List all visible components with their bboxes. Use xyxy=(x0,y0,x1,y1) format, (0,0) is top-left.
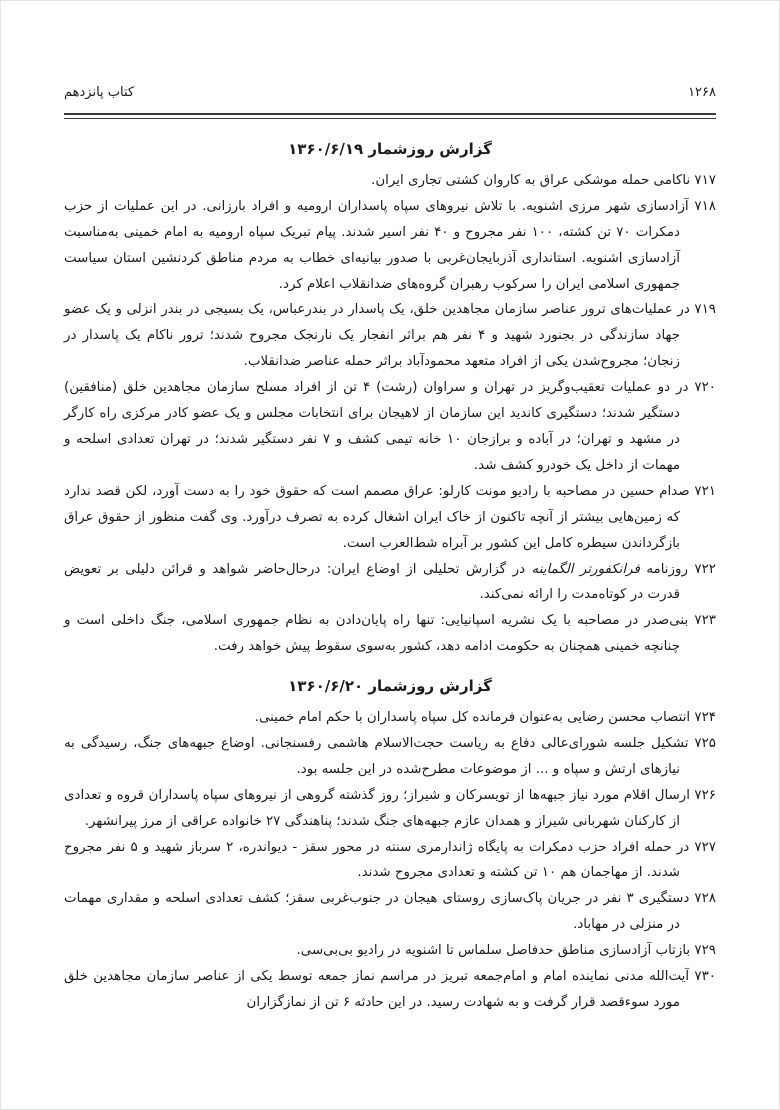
document-body xyxy=(64,135,716,1016)
report-section-1 xyxy=(64,674,716,1016)
entry-۷۳۰ xyxy=(64,964,716,1016)
entry-text-part: روزنامه xyxy=(639,561,688,577)
entry-۷۲۹ xyxy=(64,938,716,964)
entry-number: ۷۳۰ xyxy=(694,969,716,985)
book-title: کتاب پانزدهم xyxy=(64,85,135,100)
entry-number: ۷۱۸ xyxy=(694,198,716,214)
entry-number: ۷۲۵ xyxy=(694,735,716,751)
entry-text: تشکیل جلسه شورای‌عالی دفاع به ریاست حجت‌الاسلام هاشمی رفسنجانی. اوضاع جبهه‌های جنگ، رسیدگی به نیازهای ارتش و سپاه و ... از موضوعات مطرح‌شده در این جلسه بود. xyxy=(64,735,689,777)
entry-۷۲۷ xyxy=(64,835,716,887)
entry-number: ۷۱۷ xyxy=(694,172,716,188)
entry-text: ارسال اقلام مورد نیاز جبهه‌ها از تویسرکان و شیراز؛ روز گذشته گروهی از نیروهای سپاه پاسداران قروه و تعدادی از کارکنان شهربانی شیراز و همدان عازم جبهه‌های جنگ شدند؛ پناهندگی ۲۷ خانواده عراقی از مرز پیرانشهر. xyxy=(64,787,690,829)
section-heading: گزارش روزشمار ۱۳۶۰/۶/۲۰ xyxy=(288,677,492,696)
entry-number: ۷۲۳ xyxy=(694,613,716,629)
entry-text: ناکامی حمله موشکی عراق به کاروان کشتی تجاری ایران. xyxy=(371,172,691,188)
entry-text xyxy=(64,562,688,603)
entry-number: ۷۲۹ xyxy=(694,943,716,959)
entry-number: ۷۲۱ xyxy=(694,483,716,499)
entry-number: ۷۲۴ xyxy=(694,710,716,726)
report-section-0 xyxy=(64,137,716,660)
entry-۷۲۸ xyxy=(64,886,716,938)
header-rule xyxy=(64,113,716,119)
entry-۷۲۲ xyxy=(64,557,716,609)
entry-text: در حمله افراد حزب دمکرات به پایگاه ژاندارمری سنته در محور سقز - دیواندره، ۲ سرباز شهید و ۵ نفر مجروح شدند. از مهاجمان هم ۱۰ تن کشته و تعدادی مجروح شدند. xyxy=(64,839,690,881)
entry-text: در دو عملیات تعقیب‌وگریز در تهران و سراوان (رشت) ۴ تن از افراد مسلح سازمان مجاهدین خلق (منافقین) دستگیر شدند؛ دستگیری کاندید این سازمان از لاهیجان برای انتخابات مجلس و یک عضو کادر مرکزی راه کارگر در مشهد و تهران؛ در آباده و برازجان ۱۰ خانه تیمی کشف و ۷ نفر دستگیر شدند؛ در تهران تعدادی اسلحه و مهمات از داخل یک خودرو کشف شد. xyxy=(64,380,689,473)
entry-text: در عملیات‌های ترور عناصر سازمان مجاهدین خلق، یک پاسدار در بندرعباس، یک بسیجی در بندر انزلی و یک عضو جهاد سازندگی در بجنورد شهید و ۴ نفر هم براثر انفجار یک نارنجک مجروح شدند؛ ترور ناکام یک پاسدار در زنجان؛ مجروح‌شدن یکی از افراد متعهد محمودآباد براثر حمله عناصر ضدانقلاب. xyxy=(64,302,690,370)
entry-text: صدام حسین در مصاحبه با رادیو مونت کارلو: عراق مصمم است که حقوق خود را به دست آورد، لکن قصد ندارد که زمین‌هایی بیشتر از آنچه تاکنون از خاک ایران اشغال کرده به تصرف درآورد. وی گفت منظور از حقوق عراق بازگرداندن سیطره کامل این کشور بر آبراه شط‌العرب است. xyxy=(64,483,690,551)
entry-number: ۷۲۷ xyxy=(694,839,716,855)
entry-text: بنی‌صدر در مصاحبه با یک نشریه اسپانیایی: تنها راه پایان‌دادن به نظام جمهوری اسلامی، جنگ داخلی است و چنانچه خمینی همچنان به حکومت ادامه دهد، کشور به‌سوی سقوط پیش خواهد رفت. xyxy=(64,613,689,655)
entry-number: ۷۲۰ xyxy=(694,380,716,396)
entry-number: ۷۲۶ xyxy=(694,787,716,803)
entry-text: آیت‌الله مدنی نماینده امام و امام‌جمعه تبریز در مراسم نماز جمعه توسط یکی از عناصر سازمان مجاهدین خلق مورد سوءقصد قرار گرفت و به شهادت رسید. در این حادثه ۶ تن از نمازگزاران xyxy=(64,969,690,1010)
entry-۷۲۱ xyxy=(64,479,716,557)
running-head xyxy=(64,85,716,100)
entry-۷۱۷ xyxy=(64,168,716,194)
entry-text: آزادسازی شهر مرزی اشنویه. با تلاش نیروهای سپاه پاسداران ارومیه و افراد بارزانی. در این عملیات از حزب دمکرات ۷۰ تن کشته، ۱۰۰ نفر مجروح و ۴۰ نفر اسیر شدند. پیام تبریک سپاه ارومیه به امام خمینی به‌مناسبت آزادسازی اشنویه. استانداری آذربایجان‌غربی با صدور بیانیه‌ای خطاب به مردم مناطق کردنشین استان سیاست جمهوری اسلامی ایران را سرکوب رهبران گروه‌های ضدانقلاب اعلام کرد. xyxy=(64,198,689,292)
entry-text-part: در گزارش تحلیلی از اوضاع ایران: درحال‌حاضر شواهد و قرائن دلیلی بر تعویض قدرت در کوتاه‌مدت را ارائه نمی‌کند. xyxy=(64,561,680,603)
entry-text-italic: فرانکفورتر الگماینه xyxy=(531,561,640,577)
entry-text: انتصاب محسن رضایی به‌عنوان فرمانده کل سپاه پاسداران با حکم امام خمینی. xyxy=(254,710,691,726)
entry-number: ۷۲۸ xyxy=(694,891,716,907)
entry-۷۲۳ xyxy=(64,608,716,660)
entry-۷۲۴ xyxy=(64,705,716,731)
entry-number: ۷۲۲ xyxy=(694,561,716,577)
entry-۷۱۸ xyxy=(64,194,716,298)
entry-۷۲۵ xyxy=(64,731,716,783)
entry-۷۲۶ xyxy=(64,783,716,835)
page-number: ۱۲۶۸ xyxy=(688,85,716,100)
entry-text: بازتاب آزادسازی مناطق حدفاصل سلماس تا اشنویه در رادیو بی‌بی‌سی. xyxy=(296,943,691,959)
entry-number: ۷۱۹ xyxy=(694,302,716,318)
section-heading: گزارش روزشمار ۱۳۶۰/۶/۱۹ xyxy=(288,140,492,158)
entry-۷۱۹ xyxy=(64,297,716,375)
entry-۷۲۰ xyxy=(64,375,716,479)
entry-text: دستگیری ۳ نفر در جریان پاک‌سازی روستای هیجان در جنوب‌غربی سقز؛ کشف تعدادی اسلحه و مقداری مهمات در منزلی در مهاباد. xyxy=(64,891,690,933)
